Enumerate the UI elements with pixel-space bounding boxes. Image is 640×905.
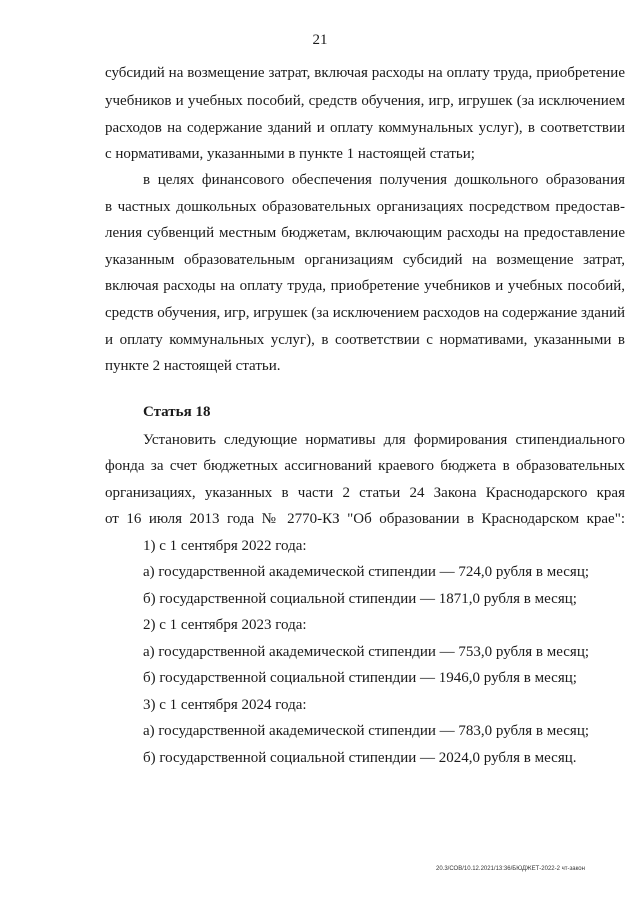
paragraph-2-line: и оплату коммунальных услуг), в соответствии с нормативами, указанными в (105, 332, 625, 348)
article-item: б) государственной социальной стипендии — 2024,0 рубля в месяц. (143, 750, 577, 766)
page-number: 21 (312, 32, 328, 48)
article-intro-line: Установить следующие нормативы для формирования стипендиального (143, 432, 625, 448)
article-item: 3) с 1 сентября 2024 года: (143, 697, 307, 713)
paragraph-2-line: в целях финансового обеспечения получения дошкольного образования (143, 172, 625, 188)
paragraph-1-line: расходов на содержание зданий и оплату коммунальных услуг), в соответствии (105, 120, 625, 136)
paragraph-1-line: учебников и учебных пособий, средств обучения, игр, игрушек (за исключением (105, 93, 625, 109)
article-item: а) государственной академической стипендии — 724,0 рубля в месяц; (143, 564, 590, 580)
paragraph-2-line: указанным образовательным организациям субсидий на возмещение затрат, (105, 252, 625, 268)
paragraph-2-line: ления субвенций местным бюджетам, включающим расходы на предоставление (105, 225, 625, 241)
article-intro-line: фонда за счет бюджетных ассигнований краевого бюджета в образовательных (105, 458, 625, 474)
article-item: а) государственной академической стипендии — 783,0 рубля в месяц; (143, 723, 590, 739)
footer-document-code: 20.3/СОВ/10.12.2021/13:36/БЮДЖЕТ-2022-2 чт-закон (436, 866, 585, 872)
paragraph-2-line: включая расходы на оплату труда, приобретение учебников и учебных пособий, (105, 278, 625, 294)
paragraph-1-line: субсидий на возмещение затрат, включая расходы на оплату труда, приобретение (105, 65, 625, 81)
paragraph-2-line: в частных дошкольных образовательных организациях посредством предостав- (105, 199, 625, 215)
article-item: б) государственной социальной стипендии — 1871,0 рубля в месяц; (143, 591, 577, 607)
article-item: б) государственной социальной стипендии — 1946,0 рубля в месяц; (143, 670, 577, 686)
paragraph-2-line: пункте 2 настоящей статьи. (105, 358, 281, 374)
article-heading: Статья 18 (143, 404, 211, 420)
paragraph-2-line: средств обучения, игр, игрушек (за исключением расходов на содержание зданий (105, 305, 626, 321)
article-item: 1) с 1 сентября 2022 года: (143, 538, 307, 554)
article-item: а) государственной академической стипендии — 753,0 рубля в месяц; (143, 644, 590, 660)
article-intro-line: организациях, указанных в части 2 статьи 24 Закона Краснодарского края (105, 485, 625, 501)
paragraph-1-line: с нормативами, указанными в пункте 1 настоящей статьи; (105, 146, 475, 162)
article-intro-line: от 16 июля 2013 года № 2770-КЗ "Об образовании в Краснодарском крае": (105, 511, 625, 527)
article-item: 2) с 1 сентября 2023 года: (143, 617, 307, 633)
